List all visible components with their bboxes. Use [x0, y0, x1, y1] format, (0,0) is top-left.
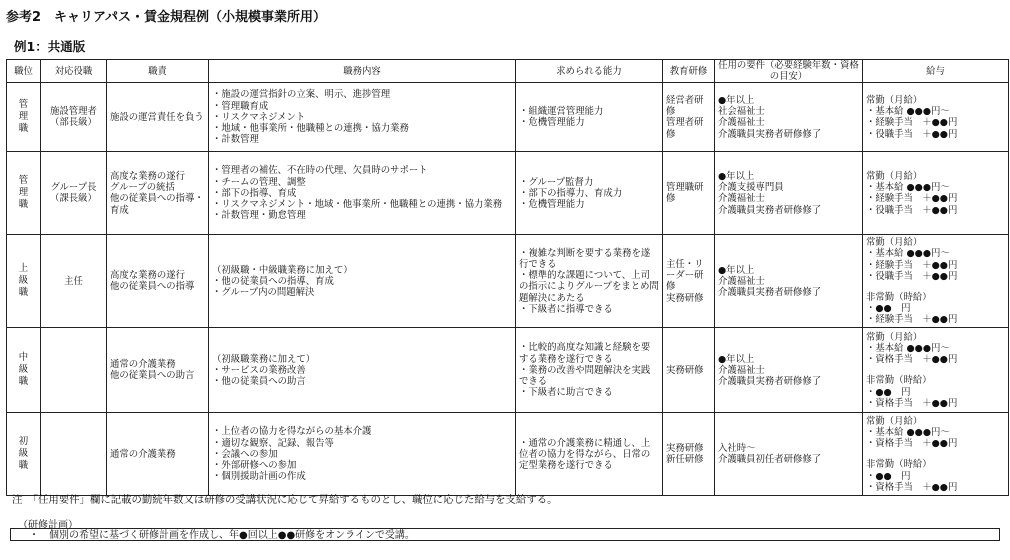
header-row [7, 60, 1009, 83]
rank-label: 管理職 [18, 175, 29, 211]
header-requirements: 任用の要件（必要経験年数・資格の目安） [715, 60, 863, 83]
table-row [7, 83, 1009, 152]
abilities-cell: ・グループ監督力 ・部下の指導力、育成力 ・危機管理能力 [516, 152, 663, 235]
responsibility-cell: 施設の運営責任を負う [107, 83, 209, 152]
responsibility-cell: 高度な業務の遂行 他の従業員への指導 [107, 235, 209, 328]
abilities-cell: ・比較的高度な知識と経験を要する業務を遂行できる ・業務の改善や問題解決を実践できる ・下級者に助言できる [516, 328, 663, 413]
rank-cell [7, 413, 41, 496]
abilities-cell: ・通常の介護業務に精通し、上位者の協力を得ながら、日常の定型業務を遂行できる [516, 413, 663, 496]
header-duties: 職務内容 [209, 60, 516, 83]
requirements-cell: ●年以上 介護福祉士 介護職員実務者研修修了 [715, 235, 863, 328]
rank-label: 管理職 [18, 99, 29, 135]
pay-fulltime: 常勤（月給） ・基本給 ●●●円～ ・経験手当 ＋●●円 ・役職手当 ＋●●円 [866, 237, 958, 282]
role-cell: 主任 [41, 235, 107, 328]
requirements-cell: ●年以上 介護福祉士 介護職員実務者研修修了 [715, 328, 863, 413]
requirements-cell: ●年以上 社会福祉士 介護福祉士 介護職員実務者研修修了 [715, 83, 863, 152]
header-training: 教育研修 [663, 60, 715, 83]
pay-fulltime: 常勤（月給） ・基本給 ●●●円～ ・経験手当 ＋●●円 ・役職手当 ＋●●円 [866, 95, 958, 140]
pay-cell [863, 328, 1009, 413]
abilities-cell: ・組織運営管理能力 ・危機管理能力 [516, 83, 663, 152]
duties-cell: （初級職業務に加えて） ・サービスの業務改善 ・他の従業員への助言 [209, 328, 516, 413]
training-cell: 主任・リーダー研修 実務研修 [663, 235, 715, 328]
page-title: 参考2 キャリアパス・賃金規程例（小規模事業所用） [6, 10, 327, 25]
pay-parttime: 非常勤（時給） ・●● 円 ・資格手当 ＋●●円 [866, 375, 958, 409]
rank-label: 初級職 [18, 436, 29, 472]
responsibility-cell: 高度な業務の遂行 グループの統括 他の従業員への指導・育成 [107, 152, 209, 235]
role-cell [41, 328, 107, 413]
pay-fulltime: 常勤（月給） ・基本給 ●●●円～ ・資格手当 ＋●●円 [866, 415, 958, 450]
example-subtitle: 例1：共通版 [14, 39, 86, 54]
pay-fulltime: 常勤（月給） ・基本給 ●●●円～ ・経験手当 ＋●●円 ・役職手当 ＋●●円 [866, 171, 958, 216]
footnote: 注 「任用要件」欄に記載の勤続年数又は研修の受講状況に応じて昇給するものとし、職位に応じた給与を支給する。 [12, 494, 558, 506]
table-row [7, 152, 1009, 235]
pay-cell [863, 235, 1009, 328]
career-path-table [6, 59, 1009, 496]
role-cell: 施設管理者 （部長級） [41, 83, 107, 152]
rank-cell [7, 328, 41, 413]
training-plan-title: （研修計画） [18, 520, 78, 531]
duties-cell: ・施設の運営指針の立案、明示、進捗管理 ・管理職育成 ・リスクマネジメント ・地域・他事業所・他職種との連携・協力業務 ・計数管理 [209, 83, 516, 152]
table-row [7, 235, 1009, 328]
duties-cell: ・上位者の協力を得ながらの基本介護 ・適切な観察、記録、報告等 ・会議への参加 ・外部研修への参加 ・個別援助計画の作成 [209, 413, 516, 496]
rank-cell [7, 152, 41, 235]
responsibility-cell: 通常の介護業務 他の従業員への助言 [107, 328, 209, 413]
header-role: 対応役職 [41, 60, 107, 83]
duties-cell: ・管理者の補佐、不在時の代理、欠員時のサポート ・チームの管理、調整 ・部下の指導、育成 ・リスクマネジメント・地域・他事業所・他職種との連携・協力業務 ・計数管理・勤怠管理 [209, 152, 516, 235]
header-responsibility: 職責 [107, 60, 209, 83]
rank-cell [7, 83, 41, 152]
duties-cell: （初級職・中級職業務に加えて） ・他の従業員への指導、育成 ・グループ内の問題解決 [209, 235, 516, 328]
role-cell [41, 413, 107, 496]
pay-cell [863, 413, 1009, 496]
requirements-cell: 入社時～ 介護職員初任者研修修了 [715, 413, 863, 496]
rank-cell [7, 235, 41, 328]
pay-cell [863, 152, 1009, 235]
rank-label: 中級職 [18, 352, 29, 388]
table-row [7, 328, 1009, 413]
pay-parttime: 非常勤（時給） ・●● 円 ・資格手当 ＋●●円 [866, 459, 958, 493]
header-rank: 職位 [7, 60, 41, 83]
responsibility-cell: 通常の介護業務 [107, 413, 209, 496]
header-abilities: 求められる能力 [516, 60, 663, 83]
training-plan-text: ・ 個別の希望に基づく研修計画を作成し、年●回以上●●研修をオンラインで受講。 [29, 530, 415, 541]
role-cell: グループ長 （課長級） [41, 152, 107, 235]
pay-parttime: 非常勤（時給） ・●● 円 ・経験手当 ＋●●円 [866, 292, 958, 326]
pay-fulltime: 常勤（月給） ・基本給 ●●●円～ ・資格手当 ＋●●円 [866, 331, 958, 366]
rank-label: 上級職 [18, 263, 29, 299]
header-pay: 給与 [863, 60, 1009, 83]
requirements-cell: ●年以上 介護支援専門員 介護福祉士 介護職員実務者研修修了 [715, 152, 863, 235]
training-cell: 経営者研修 管理者研修 [663, 83, 715, 152]
pay-cell [863, 83, 1009, 152]
table-row [7, 413, 1009, 496]
training-cell: 管理職研修 [663, 152, 715, 235]
training-plan-box [10, 528, 1000, 541]
abilities-cell: ・複雑な判断を要する業務を遂行できる ・標準的な課題について、上司の指示によりグループをまとめ問題解決にあたる ・下級者に指導できる [516, 235, 663, 328]
training-cell: 実務研修 [663, 328, 715, 413]
training-cell: 実務研修 新任研修 [663, 413, 715, 496]
